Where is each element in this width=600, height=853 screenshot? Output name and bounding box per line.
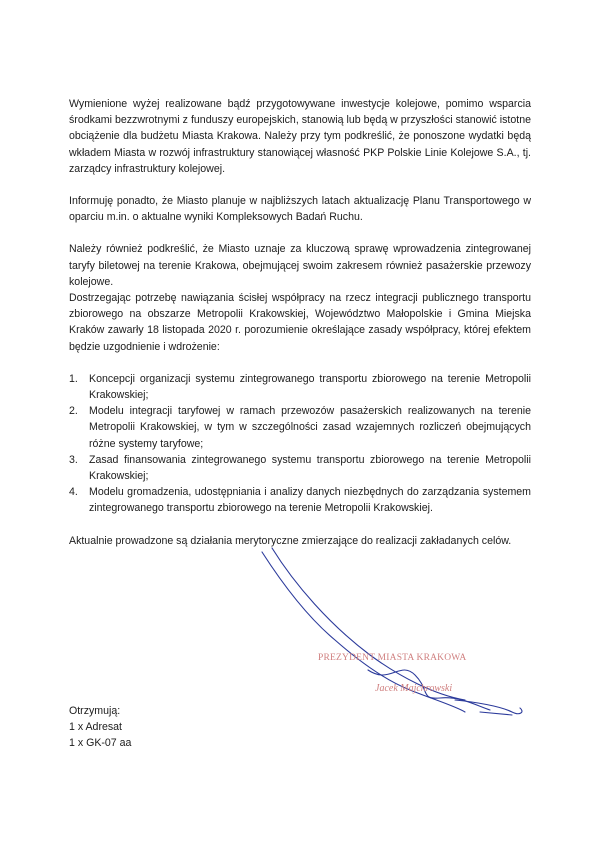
recipient-item: 1 x GK-07 aa bbox=[69, 737, 132, 749]
paragraph-investments: Wymienione wyżej realizowane bądź przygotowywane inwestycje kolejowe, pomimo wsparcia środkami bezzwrotnymi z funduszy europejskich, stanowią lub będą w przyszłości stanowić istotne obciążenie dla budżetu Miasta Krakowa. Należy przy tym podkreślić, że ponoszone wydatki będą wkładem Miasta w rozwój infrastruktury stanowiącej własność PKP Polskie Linie Kolejowe S.A., tj. zarządcy infrastruktury kolejowej. bbox=[69, 98, 531, 175]
list-number: 4. bbox=[69, 486, 78, 499]
list-number: 1. bbox=[69, 372, 78, 385]
list-number: 3. bbox=[69, 453, 78, 466]
list-item bbox=[69, 371, 531, 403]
signature-stroke bbox=[480, 712, 512, 715]
list-text: Modelu gromadzenia, udostępniania i analizy danych niezbędnych do zarządzania systemem zintegrowanego transportu zbiorowego na terenie Metropolii Krakowskiej. bbox=[89, 486, 531, 515]
recipients-heading: Otrzymują: bbox=[69, 705, 121, 717]
list-item bbox=[69, 403, 531, 452]
handwritten-signature bbox=[250, 540, 550, 730]
paragraph-tariff: Należy również podkreślić, że Miasto uznaje za kluczową sprawę wprowadzenia zintegrowanej taryfy biletowej na terenie Krakowa, obejmującej swoim zakresem również pasażerskie przewozy kolejowe. bbox=[69, 243, 531, 288]
recipient-item: 1 x Adresat bbox=[69, 721, 122, 733]
paragraph-transport-plan: Informuję ponadto, że Miasto planuje w najbliższych latach aktualizację Planu Transportowego w oparciu m.in. o aktualne wyniki Kompleksowych Badań Ruchu. bbox=[69, 195, 531, 224]
paragraph-agreement: Dostrzegając potrzebę nawiązania ścisłej współpracy na rzecz integracji publicznego transportu zbiorowego na obszarze Metropolii Krakowskiej, Województwo Małopolskie i Gmina Miejska Kraków zawarły 18 listopada 2020 r. porozumienie określające zasady współpracy, której efektem będzie uzgodnienie i wdrożenie: bbox=[69, 292, 531, 353]
stamp-title: PREZYDENT MIASTA KRAKOWA bbox=[318, 653, 467, 663]
list-number: 2. bbox=[69, 405, 78, 418]
recipients-block bbox=[69, 703, 131, 751]
agreement-list bbox=[69, 371, 531, 517]
letter-body bbox=[69, 96, 531, 549]
list-item bbox=[69, 452, 531, 484]
list-text: Modelu integracji taryfowej w ramach przewozów pasażerskich realizowanych na terenie Metropolii Krakowskiej, w tym w szczególności zasad wzajemnych rozliczeń obejmujących różne systemy taryfowe; bbox=[89, 405, 531, 450]
stamp-name: Jacek Majchrowski bbox=[375, 683, 453, 694]
signature-stroke bbox=[272, 548, 465, 700]
paragraph-closing: Aktualnie prowadzone są działania merytoryczne zmierzające do realizacji zakładanych celów. bbox=[69, 534, 512, 547]
signature-block bbox=[250, 540, 550, 730]
list-text: Zasad finansowania zintegrowanego systemu transportu zbiorowego na terenie Metropolii Krakowskiej; bbox=[89, 453, 531, 483]
list-item bbox=[69, 484, 531, 516]
list-text: Koncepcji organizacji systemu zintegrowanego transportu zbiorowego na terenie Metropolii Krakowskiej; bbox=[89, 372, 531, 402]
